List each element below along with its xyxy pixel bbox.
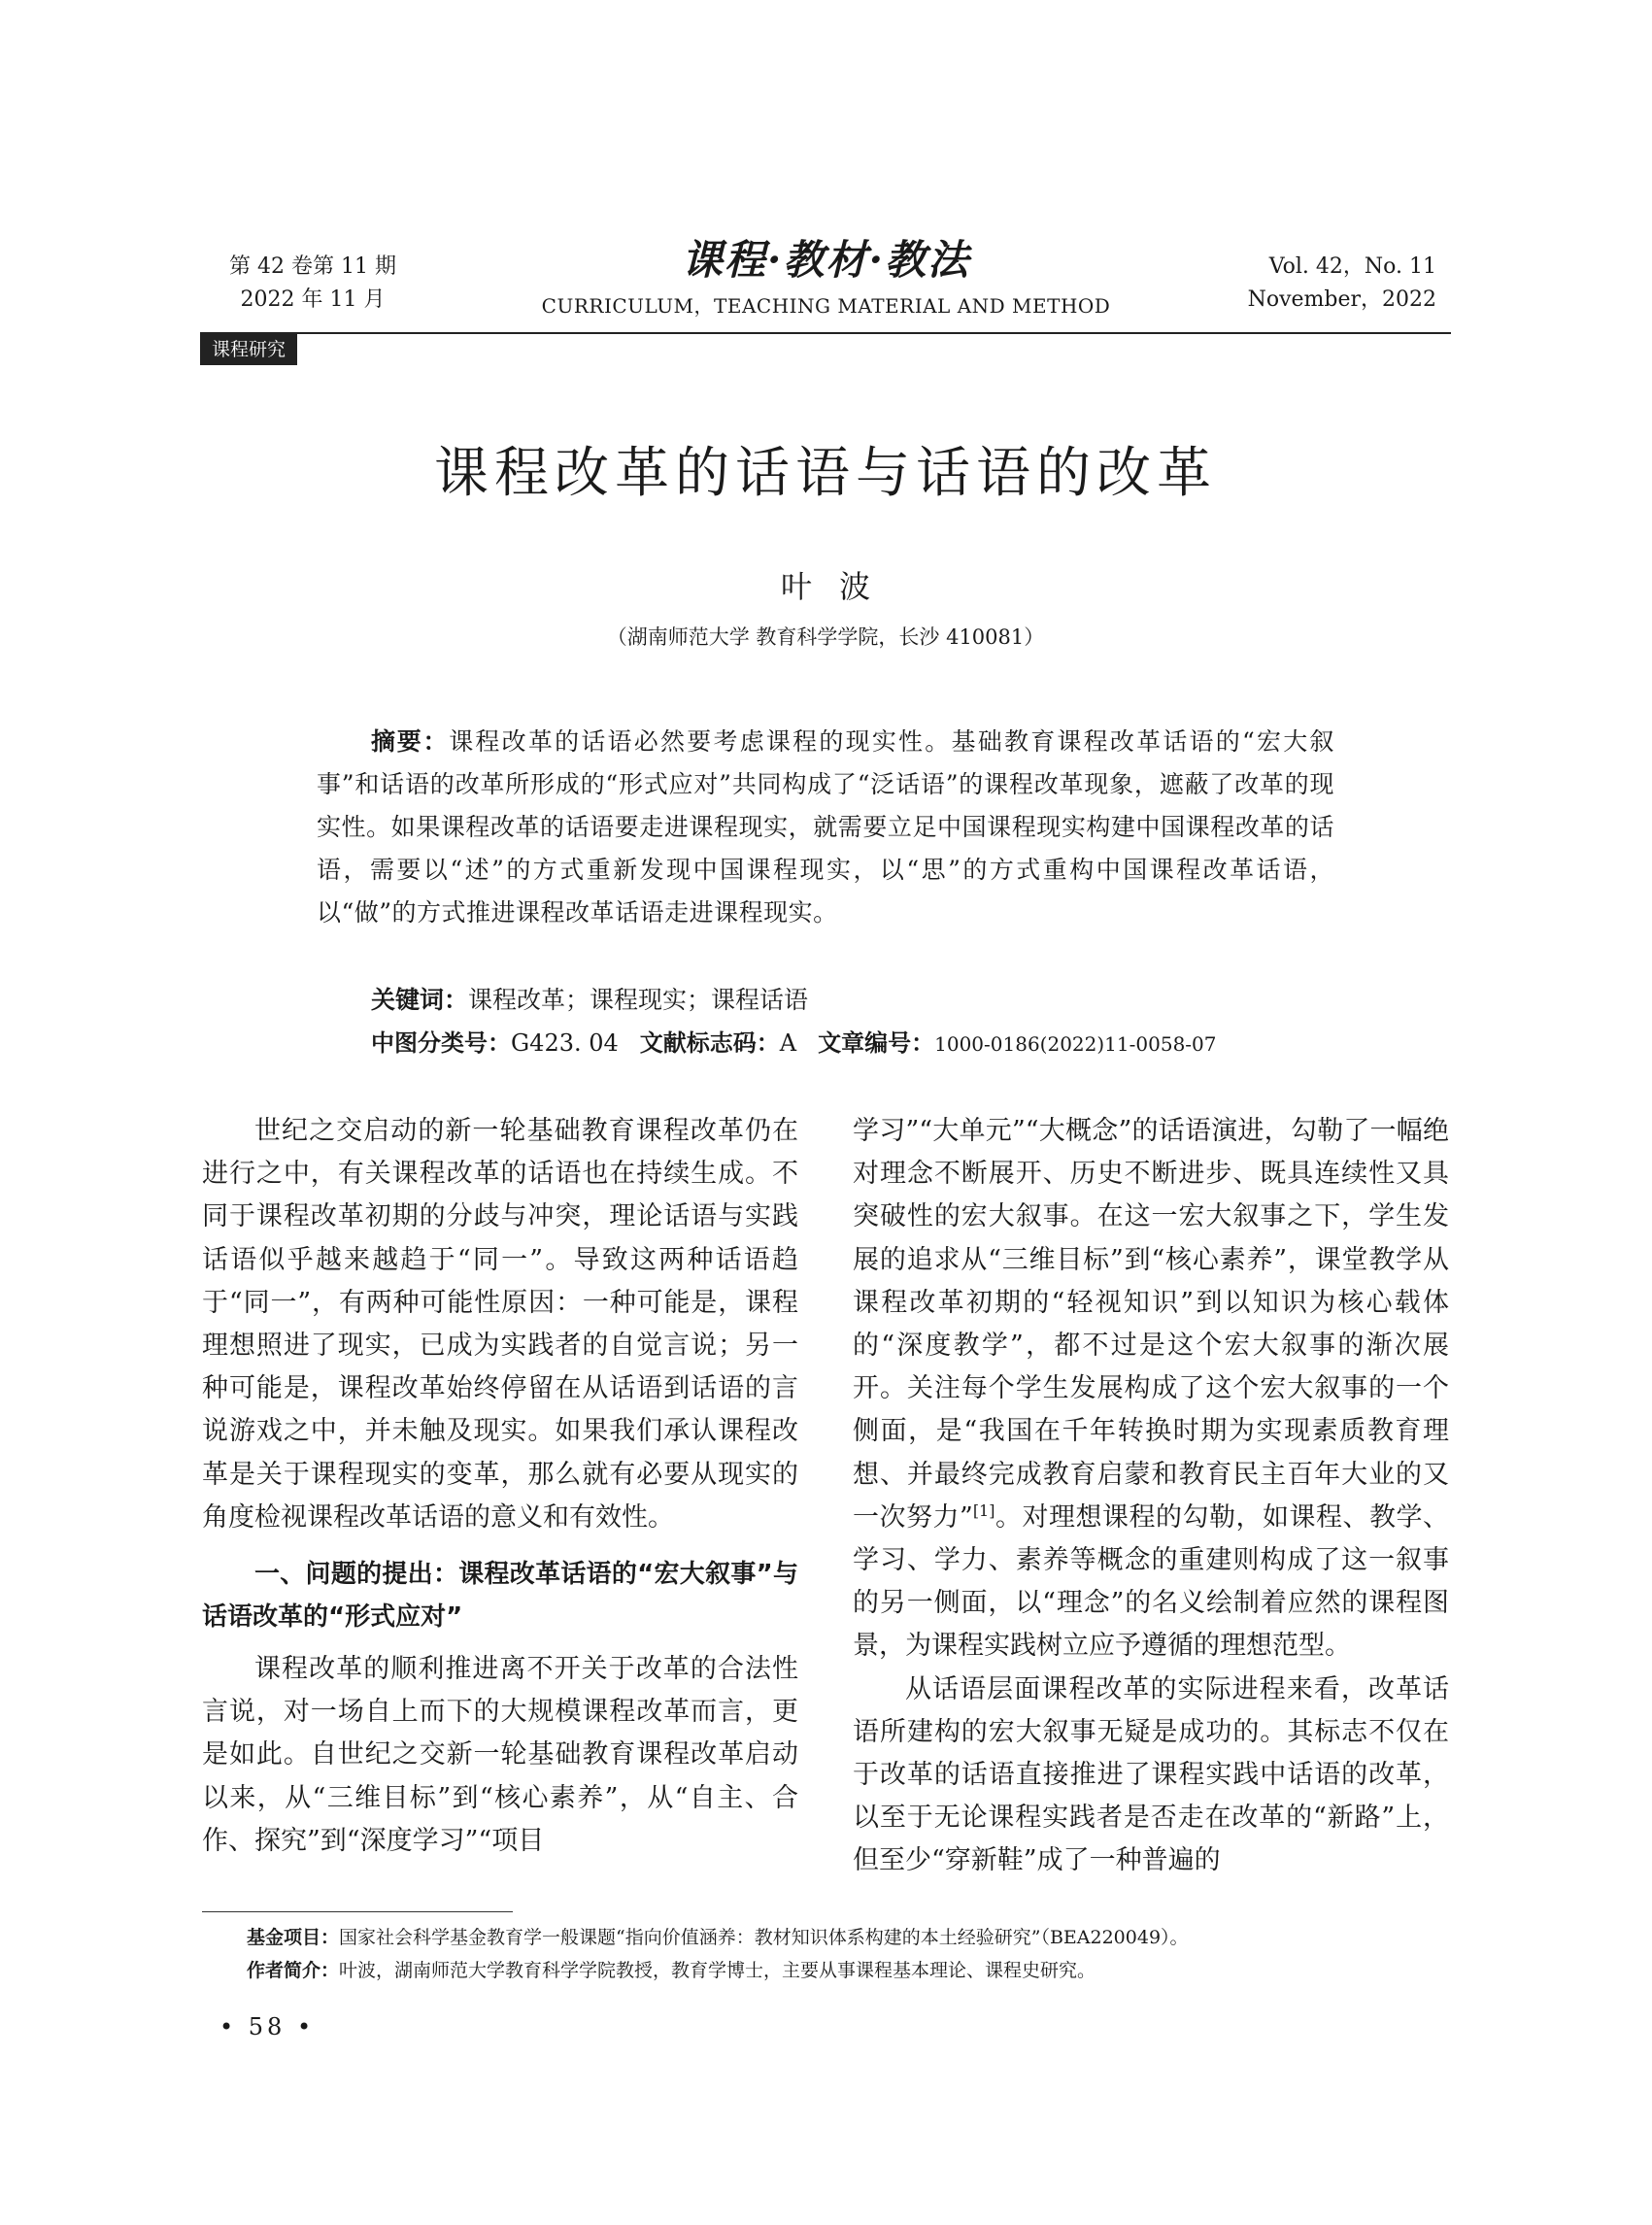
footnote-author (247, 1956, 1451, 1985)
author-affiliation: （湖南师范大学 教育科学学院，长沙 410081） (606, 625, 1045, 649)
header-rule (200, 332, 1451, 334)
article-no-label: 文章编号： (818, 1029, 935, 1057)
issue-info-en (1145, 251, 1436, 317)
classification-line (371, 1022, 1439, 1065)
paragraph-continued-part1: 学习”“大单元”“大概念”的话语演进，勾勒了一幅绝对理念不断展开、历史不断进步、既具连续性又具突破性的宏大叙事。在这一宏大叙事之下，学生发展的追求从“三维目标”到“核心素养”，课堂教学从课程改革初期的“轻视知识”到以知识为核心载体的“深度教学”，都不过是这个宏大叙事的渐次展开。关注每个学生发展构成了这个宏大叙事的一个侧面，是“我国在千年转换时期为实现素质教育理想、并最终完成教育启蒙和教育民主百年大业的又一次努力” (853, 1116, 1449, 1533)
paragraph-section1-2: 从话语层面课程改革的实际进程来看，改革话语所建构的宏大叙事无疑是成功的。其标志不仅在于改革的话语直接推进了课程实践中话语的改革，以至于无论课程实践者是否走在改革的“新路”上，但至少“穿新鞋”成了一种普遍的 (853, 1673, 1449, 1876)
clc-value: G423. 04 (511, 1029, 619, 1057)
abstract-text: 课程改革的话语必然要考虑课程的现实性。基础教育课程改革话语的“宏大叙事”和话语的改革所形成的“形式应对”共同构成了“泛话语”的课程改革现象，遮蔽了改革的现实性。如果课程改革的话语要走进课程现实，就需要立足中国课程现实构建中国课程改革的话语，需要以“述”的方式重新发现中国课程现实，以“思”的方式重构中国课程改革话语，以“做”的方式推进课程改革话语走进课程现实。 (317, 727, 1334, 927)
clc-label: 中图分类号： (371, 1029, 511, 1057)
paragraph-continued-part2: 。对理想课程的勾勒，如课程、教学、学习、学力、素养等概念的重建则构成了这一叙事的另一侧面，以“理念”的名义绘制着应然的课程图景，为课程实践树立应予遵循的理想范型。 (853, 1501, 1449, 1662)
fund-text: 国家社会科学基金教育学一般课题“指向价值涵养：教材知识体系构建的本土经验研究”（BEA220049）。 (339, 1927, 1189, 1948)
issue-volume: 第 42 卷第 11 期 (229, 254, 396, 279)
doc-code-label: 文献标志码： (639, 1029, 780, 1057)
fund-label: 基金项目： (247, 1927, 340, 1948)
paragraph-continued (853, 1110, 1449, 1669)
article-author: 叶波 (780, 568, 897, 605)
article-no-value: 1000-0186(2022)11-0058-07 (934, 1032, 1217, 1056)
keywords-label: 关键词： (371, 986, 469, 1014)
issue-info (216, 251, 410, 317)
author-bio-text: 叶波，湖南师范大学教育科学学院教授，教育学博士，主要从事课程基本理论、课程史研究。 (339, 1960, 1096, 1981)
footnote-rule (202, 1911, 513, 1912)
body-column-right (853, 1110, 1449, 1883)
paragraph-section1-1: 课程改革的顺利推进离不开关于改革的合法性言说，对一场自上而下的大规模课程改革而言，更是如此。自世纪之交新一轮基础教育课程改革启动以来，从“三维目标”到“核心素养”，从“自主、合作、探究”到“深度学习”“项目 (202, 1654, 798, 1856)
journal-masthead (437, 233, 1215, 320)
issue-date-en: November，2022 (1247, 287, 1436, 312)
page-number: • 58 • (219, 2013, 316, 2040)
section-tag: 课程研究 (200, 334, 297, 365)
doc-code-value: A (779, 1029, 797, 1057)
keywords (371, 979, 1342, 1022)
journal-title-cn: 课程·教材·教法 (681, 236, 971, 284)
abstract (317, 721, 1334, 934)
journal-title-en: CURRICULUM，TEACHING MATERIAL AND METHOD (541, 294, 1111, 318)
article-title: 课程改革的话语与话语的改革 (434, 442, 1217, 505)
abstract-label: 摘要： (371, 727, 450, 756)
footnote-fund (247, 1923, 1451, 1952)
section-heading-1: 一、问题的提出：课程改革话语的“宏大叙事”与话语改革的“形式应对” (202, 1560, 798, 1633)
issue-volume-en: Vol. 42，No. 11 (1268, 254, 1436, 279)
issue-date: 2022 年 11 月 (240, 287, 386, 312)
paragraph-intro: 世纪之交启动的新一轮基础教育课程改革仍在进行之中，有关课程改革的话语也在持续生成。不同于课程改革初期的分歧与冲突，理论话语与实践话语似乎越来越趋于“同一”。导致这两种话语趋于“同一”，有两种可能性原因：一种可能是，课程理想照进了现实，已成为实践者的自觉言说；另一种可能是，课程改革始终停留在从话语到话语的言说游戏之中，并未触及现实。如果我们承认课程改革是关于课程现实的变革，那么就有必要从现实的角度检视课程改革话语的意义和有效性。 (202, 1116, 798, 1533)
citation-ref[interactable]: [1] (972, 1500, 995, 1520)
keywords-text: 课程改革；课程现实；课程话语 (468, 986, 809, 1014)
body-column-left (202, 1110, 798, 1863)
author-bio-label: 作者简介： (247, 1960, 340, 1981)
